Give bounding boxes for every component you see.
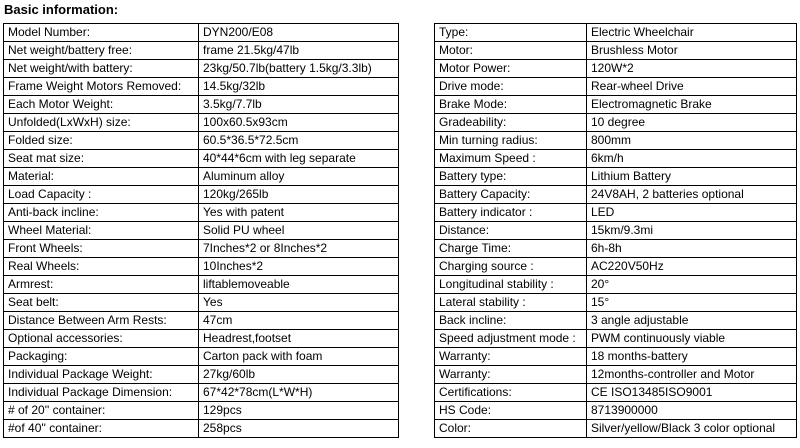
spec-value: 6h-8h bbox=[587, 240, 797, 258]
spec-row bbox=[4, 60, 399, 78]
spec-label: Type: bbox=[435, 24, 587, 42]
spec-value: 6km/h bbox=[587, 150, 797, 168]
spec-label: HS Code: bbox=[435, 402, 587, 420]
spec-label: Maximum Speed : bbox=[435, 150, 587, 168]
spec-label: Warranty: bbox=[435, 366, 587, 384]
spec-label: Warranty: bbox=[435, 348, 587, 366]
spec-value: Carton pack with foam bbox=[199, 348, 399, 366]
spec-value: 3 angle adjustable bbox=[587, 312, 797, 330]
spec-label: Anti-back incline: bbox=[4, 204, 199, 222]
spec-row bbox=[435, 204, 797, 222]
spec-row bbox=[435, 240, 797, 258]
spec-label: Each Motor Weight: bbox=[4, 96, 199, 114]
spec-row bbox=[435, 366, 797, 384]
spec-row bbox=[4, 312, 399, 330]
spec-row bbox=[4, 258, 399, 276]
spec-value: 27kg/60lb bbox=[199, 366, 399, 384]
spec-label: Wheel Material: bbox=[4, 222, 199, 240]
spec-label: Battery indicator : bbox=[435, 204, 587, 222]
spec-value: Brushless Motor bbox=[587, 42, 797, 60]
spec-row bbox=[435, 186, 797, 204]
spec-label: # of 20'' container: bbox=[4, 402, 199, 420]
spec-row bbox=[435, 348, 797, 366]
spec-row bbox=[435, 222, 797, 240]
spec-value: 3.5kg/7.7lb bbox=[199, 96, 399, 114]
spec-row bbox=[4, 330, 399, 348]
spec-value: 15° bbox=[587, 294, 797, 312]
spec-value: LED bbox=[587, 204, 797, 222]
spec-row bbox=[435, 330, 797, 348]
spec-label: Battery Capacity: bbox=[435, 186, 587, 204]
spec-value: Yes with patent bbox=[199, 204, 399, 222]
spec-label: Individual Package Dimension: bbox=[4, 384, 199, 402]
spec-row bbox=[435, 96, 797, 114]
spec-row bbox=[4, 96, 399, 114]
spec-row bbox=[4, 132, 399, 150]
spec-value: 23kg/50.7lb(battery 1.5kg/3.3lb) bbox=[199, 60, 399, 78]
spec-value: 120W*2 bbox=[587, 60, 797, 78]
spec-value: Rear-wheel Drive bbox=[587, 78, 797, 96]
spec-row bbox=[4, 294, 399, 312]
spec-table-right bbox=[434, 23, 797, 438]
spec-label: Load Capacity : bbox=[4, 186, 199, 204]
spec-row bbox=[435, 132, 797, 150]
spec-value: 100x60.5x93cm bbox=[199, 114, 399, 132]
spec-label: Battery type: bbox=[435, 168, 587, 186]
spec-label: Gradeability: bbox=[435, 114, 587, 132]
spec-value: 15km/9.3mi bbox=[587, 222, 797, 240]
spec-row bbox=[435, 384, 797, 402]
spec-row bbox=[435, 168, 797, 186]
spec-row bbox=[435, 312, 797, 330]
spec-label: Charging source : bbox=[435, 258, 587, 276]
spec-label: Individual Package Weight: bbox=[4, 366, 199, 384]
spec-value: 24V8AH, 2 batteries optional bbox=[587, 186, 797, 204]
spec-label: Distance Between Arm Rests: bbox=[4, 312, 199, 330]
spec-label: Material: bbox=[4, 168, 199, 186]
spec-value: 67*42*78cm(L*W*H) bbox=[199, 384, 399, 402]
spec-label: Back incline: bbox=[435, 312, 587, 330]
spec-row bbox=[435, 258, 797, 276]
spec-label: Packaging: bbox=[4, 348, 199, 366]
spec-value: 18 months-battery bbox=[587, 348, 797, 366]
spec-label: Longitudinal stability : bbox=[435, 276, 587, 294]
spec-row bbox=[4, 78, 399, 96]
spec-value: 800mm bbox=[587, 132, 797, 150]
spec-row bbox=[4, 420, 399, 438]
spec-value: 258pcs bbox=[199, 420, 399, 438]
spec-value: 40*44*6cm with leg separate bbox=[199, 150, 399, 168]
spec-label: #of 40'' container: bbox=[4, 420, 199, 438]
spec-value: Aluminum alloy bbox=[199, 168, 399, 186]
spec-table-left bbox=[3, 23, 399, 438]
spec-label: Min turning radius: bbox=[435, 132, 587, 150]
spec-row bbox=[435, 114, 797, 132]
spec-label: Seat belt: bbox=[4, 294, 199, 312]
spec-label: Motor Power: bbox=[435, 60, 587, 78]
spec-value: CE ISO13485ISO9001 bbox=[587, 384, 797, 402]
spec-row bbox=[4, 222, 399, 240]
spec-label: Unfolded(LxWxH) size: bbox=[4, 114, 199, 132]
spec-value: 12months-controller and Motor bbox=[587, 366, 797, 384]
spec-label: Lateral stability : bbox=[435, 294, 587, 312]
spec-row bbox=[435, 60, 797, 78]
spec-row bbox=[4, 204, 399, 222]
spec-row bbox=[4, 348, 399, 366]
spec-value: 20° bbox=[587, 276, 797, 294]
spec-value: DYN200/E08 bbox=[199, 24, 399, 42]
spec-label: Color: bbox=[435, 420, 587, 438]
spec-label: Distance: bbox=[435, 222, 587, 240]
spec-value: Solid PU wheel bbox=[199, 222, 399, 240]
spec-row bbox=[435, 24, 797, 42]
spec-label: Net weight/with battery: bbox=[4, 60, 199, 78]
spec-value: liftablemoveable bbox=[199, 276, 399, 294]
spec-row bbox=[435, 42, 797, 60]
spec-row bbox=[435, 420, 797, 438]
spec-label: Drive mode: bbox=[435, 78, 587, 96]
spec-label: Charge Time: bbox=[435, 240, 587, 258]
spec-row bbox=[4, 114, 399, 132]
spec-label: Model Number: bbox=[4, 24, 199, 42]
spec-row bbox=[4, 150, 399, 168]
spec-label: Frame Weight Motors Removed: bbox=[4, 78, 199, 96]
spec-label: Front Wheels: bbox=[4, 240, 199, 258]
spec-row bbox=[4, 402, 399, 420]
spec-value: Electromagnetic Brake bbox=[587, 96, 797, 114]
spec-value: 14.5kg/32lb bbox=[199, 78, 399, 96]
spec-value: Headrest,footset bbox=[199, 330, 399, 348]
spec-label: Real Wheels: bbox=[4, 258, 199, 276]
spec-label: Net weight/battery free: bbox=[4, 42, 199, 60]
spec-label: Speed adjustment mode : bbox=[435, 330, 587, 348]
spec-value: Silver/yellow/Black 3 color optional bbox=[587, 420, 797, 438]
spec-label: Seat mat size: bbox=[4, 150, 199, 168]
spec-row bbox=[4, 168, 399, 186]
spec-value: 129pcs bbox=[199, 402, 399, 420]
spec-value: 60.5*36.5*72.5cm bbox=[199, 132, 399, 150]
spec-row bbox=[435, 78, 797, 96]
spec-row bbox=[4, 186, 399, 204]
spec-value: Yes bbox=[199, 294, 399, 312]
spec-label: Optional accessories: bbox=[4, 330, 199, 348]
spec-value: 10 degree bbox=[587, 114, 797, 132]
spec-label: Armrest: bbox=[4, 276, 199, 294]
spec-value: 47cm bbox=[199, 312, 399, 330]
spec-value: Electric Wheelchair bbox=[587, 24, 797, 42]
spec-value: 8713900000 bbox=[587, 402, 797, 420]
spec-value: Lithium Battery bbox=[587, 168, 797, 186]
spec-value: frame 21.5kg/47lb bbox=[199, 42, 399, 60]
spec-row bbox=[4, 384, 399, 402]
spec-label: Certifications: bbox=[435, 384, 587, 402]
spec-row bbox=[435, 276, 797, 294]
spec-value: 10Inches*2 bbox=[199, 258, 399, 276]
spec-row bbox=[435, 402, 797, 420]
spec-row bbox=[4, 366, 399, 384]
spec-label: Brake Mode: bbox=[435, 96, 587, 114]
spec-value: PWM continuously viable bbox=[587, 330, 797, 348]
spec-row bbox=[435, 294, 797, 312]
spec-label: Folded size: bbox=[4, 132, 199, 150]
spec-row bbox=[435, 150, 797, 168]
spec-value: 120kg/265lb bbox=[199, 186, 399, 204]
spec-row bbox=[4, 42, 399, 60]
spec-row bbox=[4, 24, 399, 42]
spec-row bbox=[4, 276, 399, 294]
spec-value: AC220V50Hz bbox=[587, 258, 797, 276]
spec-label: Motor: bbox=[435, 42, 587, 60]
spec-value: 7Inches*2 or 8Inches*2 bbox=[199, 240, 399, 258]
spec-row bbox=[4, 240, 399, 258]
section-heading: Basic information: bbox=[4, 2, 119, 17]
